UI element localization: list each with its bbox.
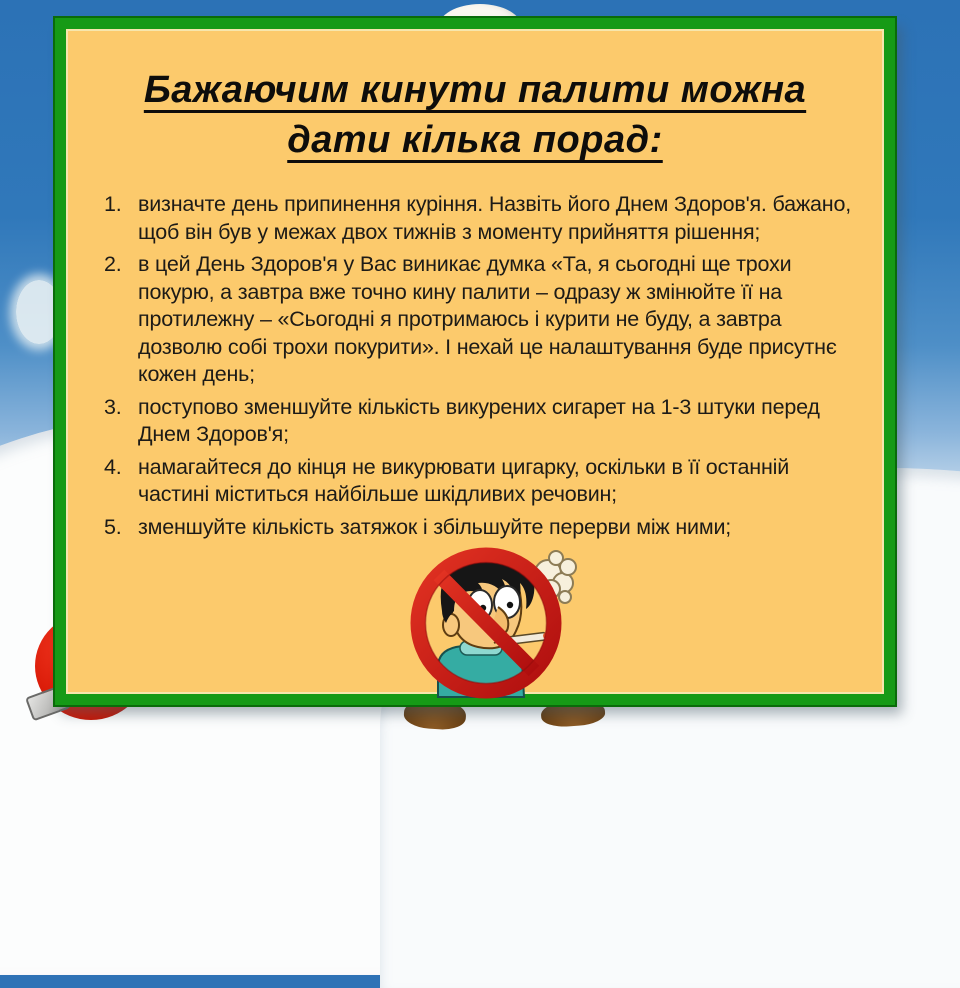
- list-item-text: визначте день припинення куріння. Назвіть його Днем Здоров'я. бажано, щоб він був у межах двох тижнів з моменту прийняття рішення;: [138, 192, 851, 244]
- slide-title-line1: Бажаючим кинути палити можна: [143, 69, 807, 111]
- list-item-number: 4.: [104, 454, 122, 479]
- slide-title-line2: дати кілька порад:: [287, 119, 663, 161]
- list-item-number: 5.: [104, 514, 122, 539]
- list-item-text: зменшуйте кількість затяжок і збільшуйте перерви між ними;: [138, 514, 732, 539]
- list-item-text: намагайтеся до кінця не викурювати цигарку, оскільки в її останній частині міститься найбільше шкідливих речовин;: [138, 454, 790, 506]
- list-item-text: поступово зменшуйте кількість викурених сигарет на 1-3 штуки перед Днем Здоров'я;: [138, 394, 820, 446]
- slide-panel: [55, 18, 895, 705]
- list-item-text: в цей День Здоров'я у Вас виникає думка «Та, я сьогодні ще трохи покурю, а завтра вже точно кину палити – одразу ж змінюйте її на протилежну – «Сьогодні я протримаюсь і курити не буду, а завтра дозволю собі трохи покурити». І нехай це налаштування буде присутнє кожен день;: [138, 252, 837, 386]
- list-item-number: 3.: [104, 394, 122, 419]
- list-item-number: 1.: [104, 192, 122, 216]
- no-smoking-image: [398, 545, 580, 703]
- list-item-number: 2.: [104, 252, 122, 276]
